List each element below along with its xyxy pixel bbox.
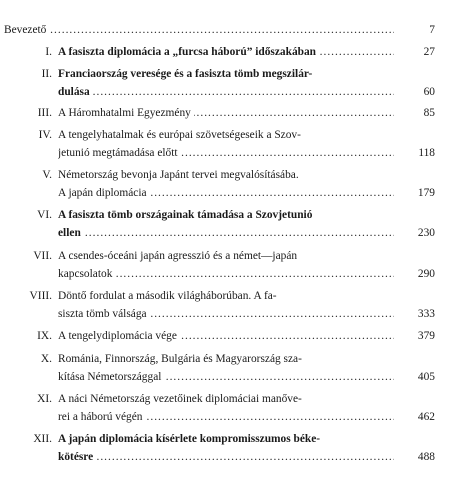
toc-entry-chapter-number: I.	[45, 46, 52, 58]
toc-entry-chapter-number: VII.	[33, 250, 52, 262]
toc-entry-chapter-number: X.	[40, 353, 52, 365]
toc-entry-title	[58, 66, 394, 101]
toc-entry-title-line: Németország bevonja Japánt tervei megvalósításába.	[58, 169, 299, 181]
toc-entry-title-line: kötésre	[58, 451, 96, 463]
toc-entry-page-number: 118	[418, 146, 435, 159]
toc-entry-title	[58, 288, 394, 323]
toc-entry-page-number: 60	[423, 85, 435, 98]
toc-entry-title	[58, 391, 394, 426]
toc-entry-title	[58, 431, 394, 466]
toc-entry-page-number: 488	[417, 450, 435, 463]
toc-entry-title-line: A tengelyhatalmak és európai szövetségeseik a Szov-	[58, 129, 301, 141]
toc-entry-chapter-number: IX.	[37, 330, 52, 342]
toc-entry-chapter-number: XII.	[33, 433, 52, 445]
toc-entry-title-line: kapcsolatok	[58, 268, 115, 280]
toc-entry-title-line: Döntő fordulat a második világháborúban. A fa-	[58, 290, 277, 302]
toc-entry-chapter-number: VIII.	[29, 290, 52, 302]
toc-entry-title-line: A fasiszta tömb országainak támadása a Szovjetunió	[58, 209, 313, 221]
toc-entry-title-line: Bevezető	[4, 24, 49, 36]
toc-entry-title	[58, 44, 394, 62]
toc-entry-title-line: A tengelydiplomácia vége	[58, 330, 180, 342]
toc-entry-chapter-number: V.	[42, 169, 52, 181]
toc-entry-title-line: ellen	[58, 227, 84, 239]
toc-entry-title	[58, 248, 394, 283]
toc-entry-title-line: A fasiszta diplomácia a „furcsa háború” időszakában	[58, 46, 319, 58]
toc-entry-title-line: jetunió megtámadása előtt	[58, 147, 181, 159]
toc-entry-page-number: 7	[429, 24, 435, 36]
toc-entry-page-number: 379	[417, 330, 435, 342]
toc-entry-title-line: rei a háború végén	[58, 411, 145, 423]
toc-entry-page-number: 333	[417, 307, 435, 320]
toc-entry-title	[58, 207, 394, 242]
toc-entry-title-line: kítása Németországgal	[58, 371, 164, 383]
toc-entry-page-number: 179	[417, 186, 435, 199]
toc-entry-title-line: Románia, Finnország, Bulgária és Magyarország sza-	[58, 353, 302, 365]
toc-entry-title	[58, 105, 394, 123]
toc-entry-chapter-number: XI.	[37, 393, 52, 405]
toc-entry-title-line: A japán diplomácia kísérlete kompromisszumos béke-	[58, 433, 321, 445]
toc-entry-title	[58, 351, 394, 386]
toc-entry-title-line: A Háromhatalmi Egyezmény	[58, 107, 194, 119]
toc-entry-page-number: 405	[417, 370, 435, 383]
toc-entry-title-line: dulása	[58, 86, 93, 98]
toc-entry-title	[58, 167, 394, 202]
toc-entry-title	[58, 127, 394, 162]
toc-entry-title-line: A náci Németország vezetőinek diplomáciai manőve-	[58, 393, 302, 405]
toc-entry-title	[58, 328, 394, 346]
toc-entry-page-number: 85	[423, 107, 435, 119]
toc-entry-page-number: 290	[417, 267, 435, 280]
toc-entry-chapter-number: II.	[41, 68, 52, 80]
toc-entry-title-line: Franciaország veresége és a fasiszta tömb megszilár-	[58, 68, 313, 80]
toc-entry-title-line: siszta tömb válsága	[58, 308, 150, 320]
toc-entry-chapter-number: VI.	[37, 209, 52, 221]
toc-entry-title-line: A csendes-óceáni japán agresszió és a német—japán	[58, 250, 298, 262]
toc-entry-page-number: 230	[417, 226, 435, 239]
toc-entry-page-number: 27	[423, 46, 435, 58]
toc-entry-page-number: 462	[417, 410, 435, 423]
toc-entry-title	[4, 22, 394, 40]
toc-entry-title-line: A japán diplomácia	[58, 187, 150, 199]
toc-entry-chapter-number: IV.	[38, 129, 52, 141]
toc-entry-chapter-number: III.	[37, 107, 52, 119]
